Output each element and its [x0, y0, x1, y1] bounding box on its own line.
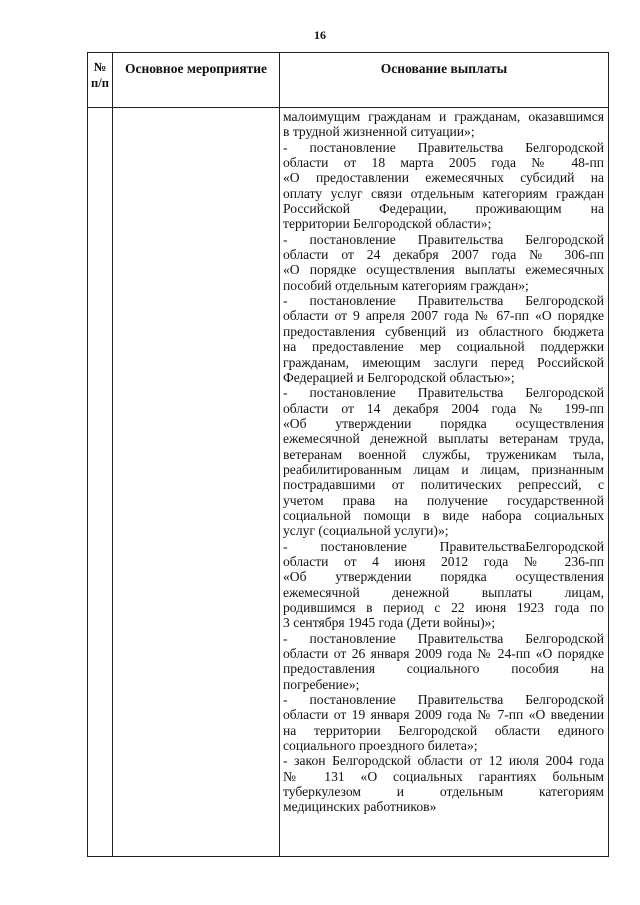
- text-line: на территории Белгородской области единого: [283, 722, 604, 738]
- text-line: - постановление Правительства Белгородской: [283, 692, 604, 708]
- text-line: в трудной жизненной ситуации»;: [283, 124, 475, 140]
- basis-paragraph: [283, 385, 604, 538]
- text-line: туберкулезом и отдельным категориям: [283, 784, 604, 800]
- text-line: социальной помощи в виде набора социальных: [283, 507, 604, 523]
- payments-table: [87, 52, 609, 857]
- basis-paragraph: [283, 109, 604, 140]
- text-line: реабилитированным лицам и лицам, признанным: [283, 461, 604, 477]
- text-line: ежемесячной денежной выплаты лицам,: [283, 584, 604, 600]
- text-line: - постановление Правительства Белгородской: [283, 385, 604, 401]
- basis-paragraph: [283, 692, 604, 753]
- text-line: области от 18 марта 2005 года № 48-пп: [283, 155, 604, 171]
- text-line: области от 19 января 2009 года № 7-пп «О введении: [283, 707, 604, 723]
- text-line: 3 сентября 1945 года (Дети войны)»;: [283, 615, 496, 631]
- text-line: родившимся в период с 22 июня 1923 года по: [283, 600, 604, 615]
- text-line: - постановление ПравительстваБелгородской: [283, 538, 604, 554]
- basis-paragraph: [283, 539, 604, 631]
- basis-paragraph: [283, 631, 604, 692]
- text-line: малоимущим гражданам и гражданам, оказавшимся: [283, 109, 604, 124]
- text-line: Федерацией и Белгородской областью»;: [283, 369, 515, 385]
- text-line: предоставления социального пособия на: [283, 661, 604, 677]
- text-line: «О предоставлении ежемесячных субсидий на: [283, 170, 604, 186]
- text-line: Российской Федерации, проживающим на: [283, 201, 604, 217]
- basis-paragraph: [283, 293, 604, 385]
- text-line: области от 26 января 2009 года № 24-пп «О порядке: [283, 646, 604, 662]
- text-line: области от 9 апреля 2007 года № 67-пп «О порядке: [283, 308, 604, 324]
- header-number: № п/п: [88, 53, 113, 108]
- table-header-row: [88, 53, 609, 108]
- text-line: пособий отдельным категориям граждан»;: [283, 277, 529, 293]
- basis-paragraph: [283, 140, 604, 232]
- text-line: на предоставление мер социальной поддержки: [283, 339, 604, 355]
- text-line: области от 24 декабря 2007 года № 306-пп: [283, 247, 604, 263]
- text-line: «Об утверждении порядка осуществления: [283, 415, 604, 431]
- text-line: погребение»;: [283, 676, 360, 692]
- text-line: - постановление Правительства Белгородской: [283, 231, 604, 247]
- cell-number: [88, 108, 113, 857]
- basis-paragraph: [283, 753, 604, 814]
- text-line: «Об утверждении порядка осуществления: [283, 569, 604, 585]
- cell-activity: [113, 108, 280, 857]
- text-line: социального проездного билета»;: [283, 738, 478, 754]
- text-line: учетом права на получение государственной: [283, 492, 604, 508]
- text-line: ежемесячной денежной выплаты ветеранам труда,: [283, 431, 604, 447]
- text-line: области от 14 декабря 2004 года № 199-пп: [283, 400, 604, 416]
- table-row: [88, 108, 609, 857]
- cell-basis: [280, 108, 609, 857]
- text-line: № 131 «О социальных гарантиях больным: [283, 768, 604, 784]
- text-line: пострадавшими от политических репрессий, с: [283, 477, 604, 493]
- header-basis: Основание выплаты: [280, 53, 609, 108]
- basis-paragraph: [283, 232, 604, 293]
- text-line: медицинских работников»: [283, 799, 437, 815]
- page-number: 16: [314, 28, 326, 42]
- text-line: территории Белгородской области»;: [283, 216, 492, 232]
- text-line: - закон Белгородской области от 12 июля 2004 года: [283, 753, 604, 769]
- text-line: услуг (социальной услуги)»;: [283, 523, 449, 539]
- basis-text: [280, 108, 608, 815]
- text-line: - постановление Правительства Белгородской: [283, 630, 604, 646]
- text-line: предоставления субвенций из областного бюджета: [283, 323, 604, 339]
- text-line: области от 4 июня 2012 года № 236-пп: [283, 553, 604, 569]
- text-line: гражданам, имеющим заслуги перед Российской: [283, 354, 604, 370]
- text-line: - постановление Правительства Белгородской: [283, 139, 604, 155]
- text-line: ветеранам военной службы, труженикам тыла,: [283, 446, 604, 462]
- text-line: - постановление Правительства Белгородской: [283, 293, 604, 309]
- text-line: «О порядке осуществления выплаты ежемесячных: [283, 262, 604, 278]
- header-activity: Основное мероприятие: [113, 53, 280, 108]
- text-line: оплату услуг связи отдельным категориям граждан: [283, 185, 604, 201]
